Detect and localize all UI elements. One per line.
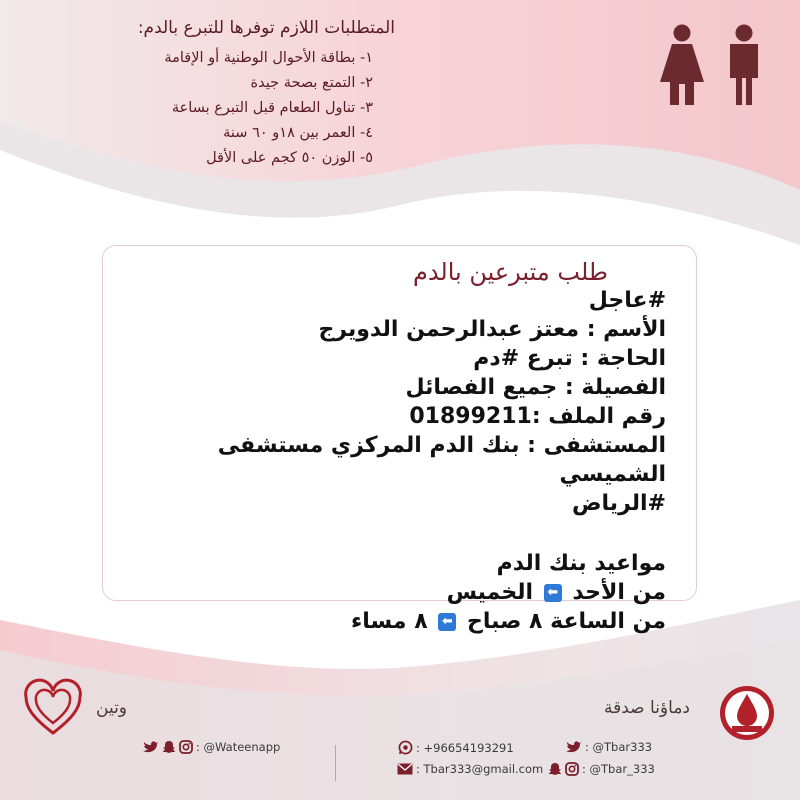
phone-number[interactable]: : +96654193291 (416, 740, 514, 755)
instagram-icon[interactable] (179, 740, 193, 754)
requirements-section (50, 18, 395, 175)
snapchat-icon[interactable] (548, 762, 562, 776)
snapchat-instagram-contact (548, 762, 655, 776)
card-title: طلب متبرعين بالدم (412, 258, 608, 286)
email-address[interactable]: : Tbar333@gmail.com (416, 762, 544, 776)
arrow-left-icon: ⬅ (438, 613, 456, 631)
email-contact (397, 762, 543, 776)
footer-divider (335, 745, 336, 781)
hours-from: من الساعة ٨ صباح (466, 609, 666, 634)
twitter-handle[interactable]: : @Tbar333 (585, 740, 653, 754)
blood-drop-logo-icon (718, 682, 776, 744)
footer (0, 660, 800, 800)
requirement-item: ٣- تناول الطعام قبل التبرع بساعة (171, 100, 373, 116)
urgent-tag: #عاجل (588, 288, 666, 313)
whatsapp-icon[interactable] (398, 740, 413, 755)
patient-name: الأسم : معتز عبدالرحمن الدويرج (318, 317, 666, 342)
requirement-item: ٤- العمر بين ١٨و ٦٠ سنة (223, 125, 373, 141)
twitter-icon[interactable] (566, 740, 582, 754)
city-tag: #الرياض (571, 491, 666, 516)
requirement-item: ٢- التمتع بصحة جيدة (250, 75, 373, 91)
right-brand-name: دماؤنا صدقة (604, 698, 690, 718)
days-from: من الأحد (572, 580, 666, 605)
snapchat-icon[interactable] (162, 740, 176, 754)
blood-type-line: الفصيلة : جميع الفصائل (405, 375, 666, 400)
male-female-icon (660, 24, 790, 106)
need-line: الحاجة : تبرع #دم (473, 346, 666, 371)
wateen-handle[interactable]: : @Wateenapp (196, 740, 281, 754)
file-number-line: رقم الملف :01899211 (409, 404, 666, 429)
twitter-icon[interactable] (143, 740, 159, 754)
requirement-item: ١- بطاقة الأحوال الوطنية أو الإقامة (164, 50, 373, 66)
social-handle[interactable]: : @Tbar_333 (582, 762, 655, 776)
hospital-line: المستشفى : بنك الدم المركزي مستشفى الشميسي (217, 433, 666, 487)
instagram-icon[interactable] (565, 762, 579, 776)
requirements-title: المتطلبات اللازم توفرها للتبرع بالدم: (137, 18, 395, 38)
twitter-contact (566, 740, 652, 754)
schedule-hours (106, 607, 666, 636)
hours-to: ٨ مساء (351, 609, 428, 634)
wateen-contact (143, 740, 280, 754)
email-icon[interactable] (397, 763, 413, 775)
phone-contact (398, 740, 514, 755)
left-brand-name: وتين (96, 698, 128, 718)
request-details (106, 286, 666, 636)
requirement-item: ٥- الوزن ٥٠ كجم على الأقل (206, 150, 373, 166)
schedule-title: مواعيد بنك الدم (496, 551, 666, 576)
schedule-days (106, 578, 666, 607)
days-to: الخميس (446, 580, 534, 605)
heart-logo-icon (22, 677, 84, 739)
arrow-left-icon: ⬅ (544, 584, 562, 602)
donor-request-card (102, 245, 697, 634)
